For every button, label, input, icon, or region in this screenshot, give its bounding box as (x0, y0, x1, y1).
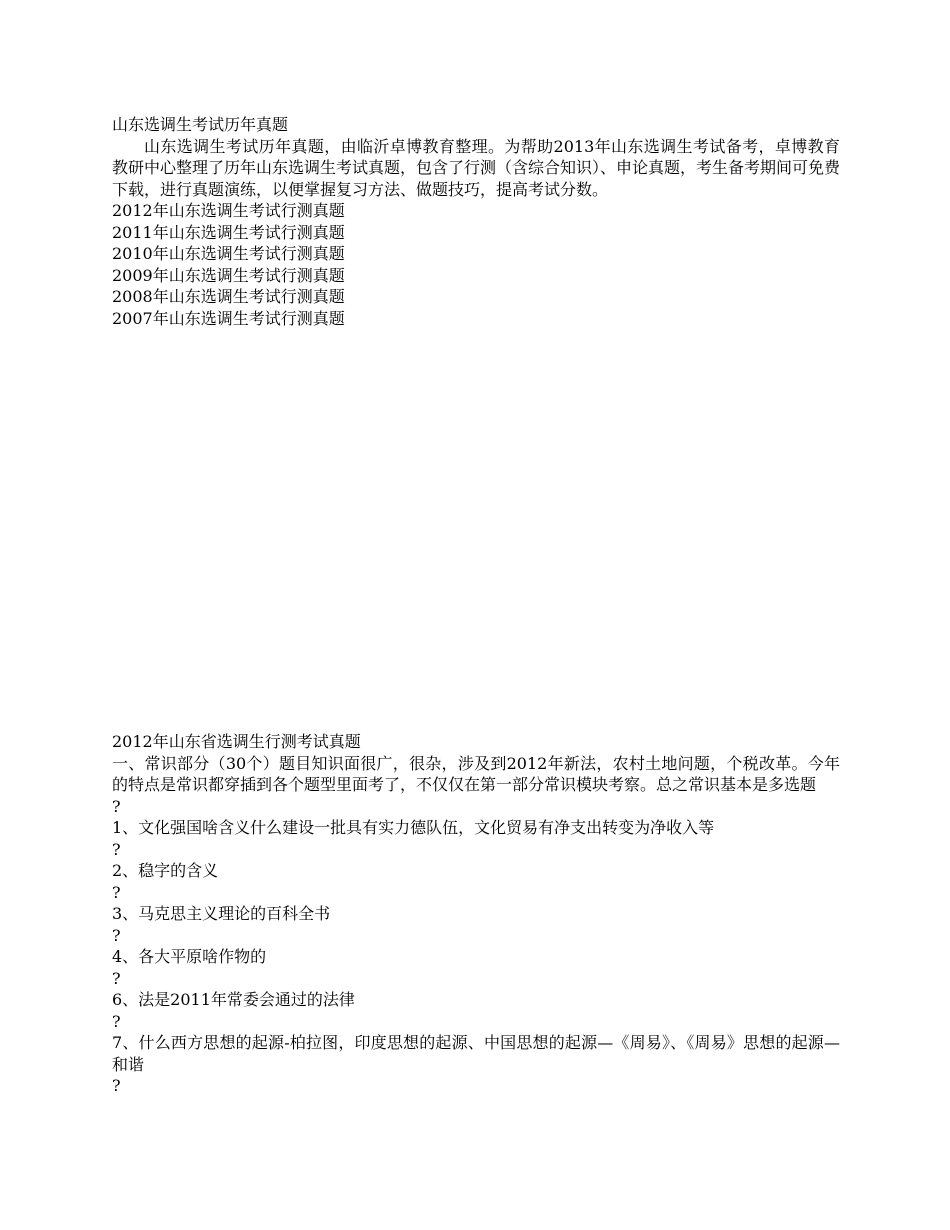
section-2012-exam (112, 731, 840, 1097)
question-separator: ? (112, 882, 121, 902)
section-title: 2012年山东省选调生行测考试真题 (112, 732, 361, 751)
document-title: 山东选调生考试历年真题 (112, 115, 289, 134)
question-separator: ? (112, 925, 121, 945)
section-exam-history (112, 114, 840, 329)
question-separator: ? (112, 1011, 121, 1031)
link-2008-exam[interactable]: 2008年山东选调生考试行测真题 (112, 287, 345, 306)
question-separator: ? (112, 839, 121, 859)
link-2011-exam[interactable]: 2011年山东选调生考试行测真题 (112, 222, 345, 242)
question-separator: ? (112, 968, 121, 988)
question-item: 6、法是2011年常委会通过的法律 (112, 990, 355, 1009)
intro-paragraph: 山东选调生考试历年真题，由临沂卓博教育整理。为帮助2013年山东选调生考试备考，卓博教育教研中心整理了历年山东选调生考试真题，包含了行测（含综合知识）、申论真题，考生备考期间可免费下载，进行真题演练，以便掌握复习方法、做题技巧，提高考试分数。 (112, 136, 841, 199)
link-2007-exam[interactable]: 2007年山东选调生考试行测真题 (112, 308, 345, 328)
question-item: 2、稳字的含义 (112, 861, 219, 880)
link-2010-exam[interactable]: 2010年山东选调生考试行测真题 (112, 244, 345, 263)
link-2009-exam[interactable]: 2009年山东选调生考试行测真题 (112, 265, 345, 285)
question-separator: ? (112, 796, 121, 816)
question-item: 3、马克思主义理论的百科全书 (112, 904, 331, 923)
question-item: 7、什么西方思想的起源-柏拉图，印度思想的起源、中国思想的起源—《周易》、《周易》思想的起源—和谐 (112, 1033, 840, 1074)
question-separator: ? (112, 1076, 121, 1095)
question-item: 1、文化强国啥含义什么建设一批具有实力德队伍，文化贸易有净支出转变为净收入等 (112, 818, 715, 837)
question-item: 4、各大平原啥作物的 (112, 947, 267, 966)
common-sense-intro: 一、常识部分（30个）题目知识面很广，很杂，涉及到2012年新法，农村土地问题，个税改革。今年的特点是常识都穿插到各个题型里面考了，不仅仅在第一部分常识模块考察。总之常识基本是多选题 (112, 753, 840, 794)
link-2012-exam[interactable]: 2012年山东选调生考试行测真题 (112, 201, 345, 220)
